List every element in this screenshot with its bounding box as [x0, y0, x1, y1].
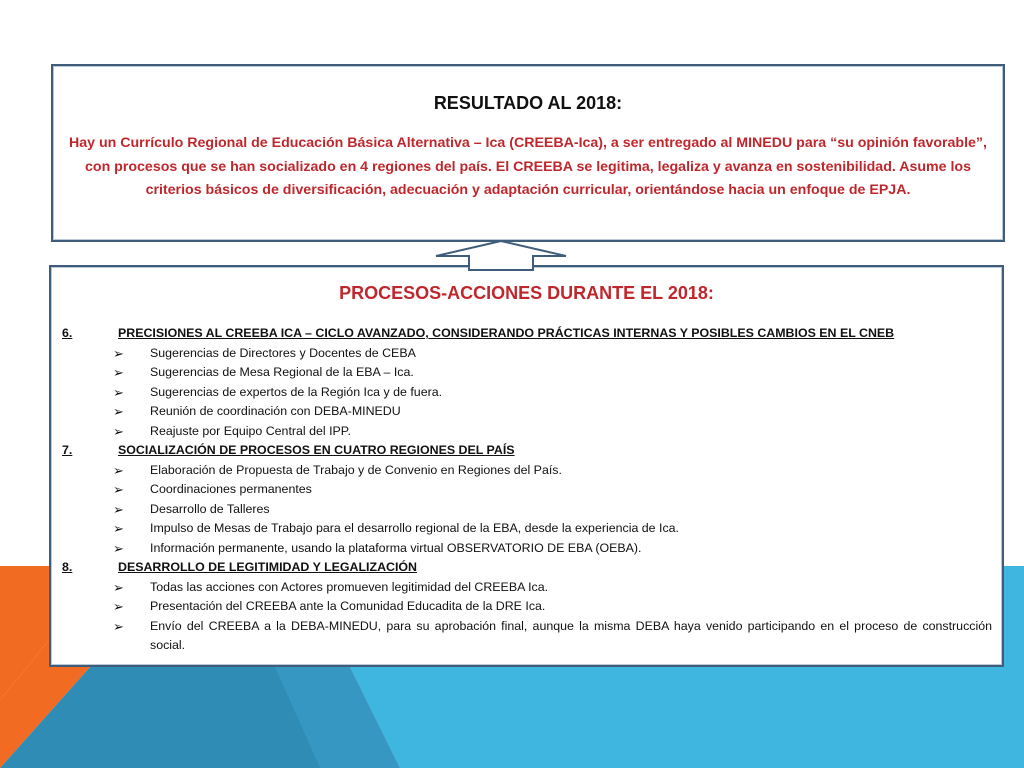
list-item-text: Envío del CREEBA a la DEBA-MINEDU, para su aprobación final, aunque la misma DEBA haya venido participando en el proceso de construcción social.	[150, 618, 992, 652]
arrow-bullet-icon: ➢	[113, 521, 124, 536]
arrow-bullet-icon: ➢	[113, 462, 124, 478]
arrow-bullet-icon: ➢	[113, 345, 124, 361]
result-title: RESULTADO AL 2018:	[433, 93, 623, 113]
section-heading	[62, 441, 992, 461]
list-item	[62, 461, 992, 481]
list-item	[62, 383, 992, 403]
list-item	[62, 578, 992, 598]
list-item-text: Presentación del CREEBA ante la Comunidad Educadita de la DRE Ica.	[150, 599, 546, 613]
processes-box	[49, 265, 1004, 667]
list-item-text: Elaboración de Propuesta de Trabajo y de Convenio en Regiones del País.	[150, 462, 562, 477]
section-title: SOCIALIZACIÓN DE PROCESOS EN CUATRO REGIONES DEL PAÍS	[118, 443, 515, 457]
arrow-bullet-icon: ➢	[113, 365, 124, 380]
section-heading	[62, 324, 992, 344]
arrow-bullet-icon: ➢	[113, 482, 124, 497]
list-item-text: Todas las acciones con Actores promueven legitimidad del CREEBA Ica.	[150, 579, 549, 594]
list-item	[62, 344, 992, 364]
list-item-text: Impulso de Mesas de Trabajo para el desarrollo regional de la EBA, desde la experiencia de Ica.	[150, 521, 679, 535]
arrow-bullet-icon: ➢	[113, 618, 124, 634]
list-item-text: Sugerencias de Mesa Regional de la EBA – Ica.	[150, 365, 414, 379]
section-number: 6.	[62, 326, 73, 340]
section-number: 7.	[62, 443, 73, 457]
section-title: DESARROLLO DE LEGITIMIDAD Y LEGALIZACIÓN	[118, 560, 417, 574]
list-item	[62, 519, 992, 539]
result-body: Hay un Currículo Regional de Educación Básica Alternativa – Ica (CREEBA-Ica), a ser entregado al MINEDU para “su opinión favorable”, con procesos que se han socializado en 4 regiones del país. El CREEBA se legitima, legaliza y avanza en sostenibilidad. Asume los criterios básicos de diversificación, adecuación y adaptación curricular, orientándose hacia un enfoque de EPJA.	[69, 135, 987, 198]
arrow-bullet-icon: ➢	[113, 384, 124, 400]
arrow-bullet-icon: ➢	[113, 423, 124, 439]
list-item	[62, 597, 992, 617]
list-item	[62, 617, 992, 656]
list-item	[62, 539, 992, 559]
list-item-text: Reajuste por Equipo Central del IPP.	[150, 423, 351, 438]
list-item-text: Coordinaciones permanentes	[150, 482, 312, 496]
list-item	[62, 500, 992, 520]
arrow-bullet-icon: ➢	[113, 579, 124, 595]
up-arrow-icon	[434, 239, 568, 271]
list-item-text: Reunión de coordinación con DEBA-MINEDU	[150, 404, 401, 418]
list-item	[62, 402, 992, 422]
list-item	[62, 363, 992, 383]
arrow-bullet-icon: ➢	[113, 404, 124, 419]
section-number: 8.	[62, 560, 73, 574]
section-title: PRECISIONES AL CREEBA ICA – CICLO AVANZADO, CONSIDERANDO PRÁCTICAS INTERNAS Y POSIBLES CAMBIOS EN EL CNEB	[118, 326, 895, 340]
list-item	[62, 480, 992, 500]
list-item-text: Sugerencias de Directores y Docentes de CEBA	[150, 345, 416, 360]
processes-title: PROCESOS-ACCIONES DURANTE EL 2018:	[339, 283, 714, 303]
list-item-text: Desarrollo de Talleres	[150, 501, 270, 516]
section-heading	[62, 558, 992, 578]
arrow-bullet-icon: ➢	[113, 599, 124, 614]
result-box	[51, 64, 1005, 242]
arrow-bullet-icon: ➢	[113, 501, 124, 517]
list-item-text: Sugerencias de expertos de la Región Ica y de fuera.	[150, 384, 443, 399]
arrow-bullet-icon: ➢	[113, 540, 124, 556]
list-item-text: Información permanente, usando la plataforma virtual OBSERVATORIO DE EBA (OEBA).	[150, 540, 642, 555]
list-item	[62, 422, 992, 442]
processes-list	[62, 324, 992, 656]
